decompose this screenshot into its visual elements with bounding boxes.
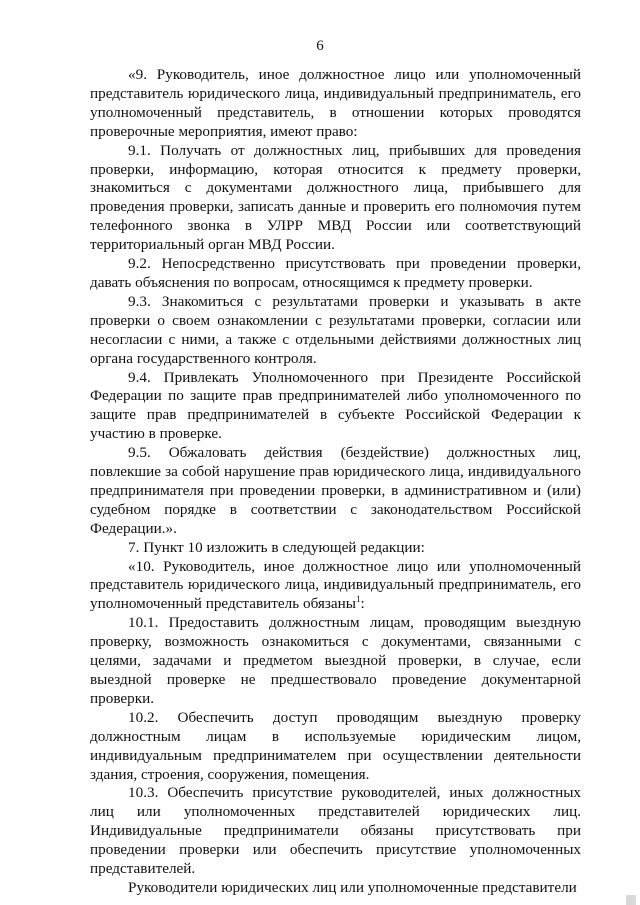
- paragraph-10-1: 10.1. Предоставить должностным лицам, проводящим выездную проверку, возможность ознакомиться с документами, связанными с целями, задачами и предметом выездной проверки, в случае, если выездной проверке не предшествовало проведение документарной проверки.: [90, 614, 581, 707]
- paragraph-10-3: 10.3. Обеспечить присутствие руководителей, иных должностных лиц или уполномоченных представителей юридических лиц. Индивидуальные предприниматели обязаны присутствовать при проведении проверки или обеспечить присутствие уполномоченных представителей.: [90, 784, 581, 878]
- paragraph-10-intro: [90, 558, 581, 615]
- paragraph-10-2: 10.2. Обеспечить доступ проводящим выездную проверку должностным лицам в используемые юридическим лицом, индивидуальным предпринимателем при осуществлении деятельности здания, строения, сооружения, помещения.: [90, 708, 581, 783]
- footnote-reference: 1: [355, 594, 361, 605]
- paragraph-10-intro-text: «10. Руководитель, иное должностное лицо или уполномоченный представитель юридического лица, индивидуальный предприниматель, его уполномоченный представитель обязаны: [90, 557, 581, 613]
- paragraph-amendment-7: 7. Пункт 10 изложить в следующей редакции:: [128, 538, 425, 556]
- paragraph-9-4: 9.4. Привлекать Уполномоченного при Президенте Российской Федерации по защите прав предпринимателей либо уполномоченного по защите прав предпринимателей в субъекте Российской Федерации к участию в проверке.: [90, 368, 581, 443]
- paragraph-10-intro-colon: :: [360, 595, 365, 613]
- paragraph-9-intro: «9. Руководитель, иное должностное лицо или уполномоченный представитель юридического лица, индивидуальный предприниматель, его уполномоченный представитель, в отношении которых проводятся проверочные мероприятия, имеют право:: [90, 66, 581, 140]
- paragraph-final-fragment: Руководители юридических лиц или уполномоченные представители: [128, 878, 577, 896]
- document-body: [90, 66, 581, 898]
- paragraph-9-3: 9.3. Знакомиться с результатами проверки и указывать в акте проверки о своем ознакомлении с результатами проверки, согласии или несогласии с ними, а также с отдельными действиями должностных лиц органа государственного контроля.: [90, 292, 581, 367]
- paragraph-9-5: 9.5. Обжаловать действия (бездействие) должностных лиц, повлекшие за собой нарушение прав юридического лица, индивидуального предпринимателя при проведении проверки, в административном и (или) судебном порядке в соответствии с законодательством Российской Федерации.».: [90, 444, 581, 537]
- paragraph-9-2: 9.2. Непосредственно присутствовать при проведении проверки, давать объяснения по вопросам, относящимся к предмету проверки.: [90, 255, 581, 291]
- page-number: 6: [316, 38, 324, 54]
- paragraph-9-1: 9.1. Получать от должностных лиц, прибывших для проведения проверки, информацию, которая относится к предмету проверки, знакомиться с документами должностного лица, прибывшего для проведения проверки, записать данные и проверить его полномочия путем телефонного звонка в УЛРР МВД России или соответствующий территориальный орган МВД России.: [90, 141, 581, 254]
- scan-artifact: [626, 895, 636, 905]
